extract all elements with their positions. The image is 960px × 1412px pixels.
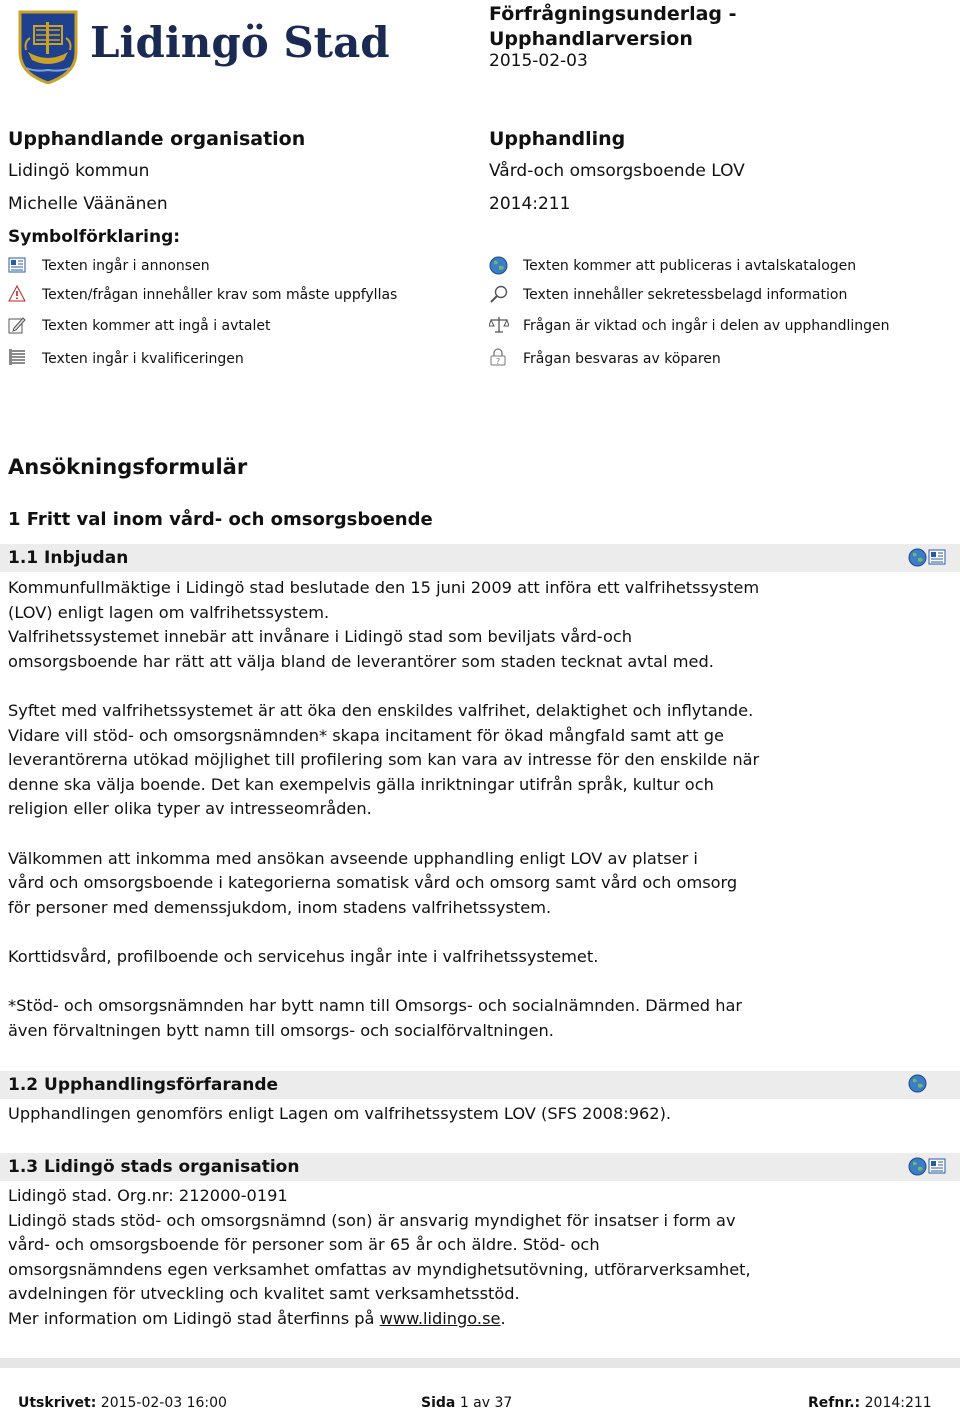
text-line: Korttidsvård, profilboende och servicehus ingår inte i valfrihetssystemet. <box>8 946 599 966</box>
annonsen-icon <box>928 548 946 566</box>
magnifier-icon <box>489 285 509 303</box>
coat-of-arms-icon <box>16 8 80 84</box>
text-line-with-link <box>8 1307 808 1332</box>
text-line: avdelningen för utveckling och kvalitet samt verksamhetsstöd. <box>8 1284 520 1304</box>
section-1-2-body <box>8 1102 808 1127</box>
link-suffix: . <box>500 1308 506 1328</box>
text-line: *Stöd- och omsorgsnämnden har bytt namn till Omsorgs- och socialnämnden. Därmed har <box>8 996 743 1016</box>
text-line: Valfrihetssystemet innebär att invånare i Lidingö stad som beviljats vård-och <box>8 627 633 647</box>
procurement-heading: Upphandling <box>489 128 626 150</box>
svg-text:?: ? <box>495 357 501 366</box>
procurement-ref: 2014:211 <box>489 194 571 214</box>
section-1-heading: 1 Fritt val inom vård- och omsorgsboende <box>8 509 433 530</box>
text-line: Lidingö stads stöd- och omsorgsnämnd (son) är ansvarig myndighet för insatser i form av <box>8 1210 736 1230</box>
text-line: omsorgsnämndens egen verksamhet omfattas av myndighetsutövning, utförarverksamhet, <box>8 1259 751 1279</box>
printed-value: 2015-02-03 16:00 <box>100 1395 227 1411</box>
org-contact: Michelle Väänänen <box>8 194 168 214</box>
text-line: även förvaltningen bytt namn till omsorgs- och socialförvaltningen. <box>8 1020 554 1040</box>
form-heading: Ansökningsformulär <box>8 455 248 479</box>
warning-icon <box>8 285 26 303</box>
legend-text: Texten innehåller sekretessbelagd information <box>523 287 848 303</box>
text-line: Lidingö stad. Org.nr: 212000-0191 <box>8 1186 288 1205</box>
globe-icon <box>908 1074 927 1093</box>
document-date: 2015-02-03 <box>489 51 588 71</box>
text-line: religion eller olika typer av intresseområden. <box>8 799 372 819</box>
section-1-3-bar <box>0 1153 960 1181</box>
scale-icon <box>489 316 509 334</box>
lock-question-icon <box>489 348 507 366</box>
text-line: för personer med demenssjukdom, inom stadens valfrihetssystem. <box>8 897 552 917</box>
legend-text: Texten/frågan innehåller krav som måste uppfyllas <box>42 287 398 303</box>
text-line: omsorgsboende har rätt att välja bland de leverantörer som staden tecknat avtal med. <box>8 651 714 671</box>
ref-value: 2014:211 <box>864 1395 932 1411</box>
text-line: Syftet med valfrihetssystemet är att öka den enskildes valfrihet, delaktighet och inflytande. <box>8 700 754 720</box>
legend-text: Texten ingår i annonsen <box>42 258 210 274</box>
link-prefix: Mer information om Lidingö stad återfinns på <box>8 1308 380 1328</box>
footer-divider <box>0 1358 960 1368</box>
text-line: leverantörerna utökad möjlighet till profilering som kan vara av intresse för den enskilde när <box>8 750 760 770</box>
logo-text: Lidingö Stad <box>90 18 390 67</box>
org-heading: Upphandlande organisation <box>8 128 306 150</box>
document-title <box>489 2 737 52</box>
text-line: Upphandlingen genomförs enligt Lagen om valfrihetssystem LOV (SFS 2008:962). <box>8 1104 672 1123</box>
legend-text: Frågan besvaras av köparen <box>523 351 721 367</box>
pencil-icon <box>8 316 26 334</box>
text-line: Vidare vill stöd- och omsorgsnämnden* skapa incitament för ökad mångfald samt att ge <box>8 725 725 745</box>
ref-label: Refnr.: <box>808 1395 861 1411</box>
globe-icon <box>489 256 508 275</box>
section-1-1-title: 1.1 Inbjudan <box>8 548 129 568</box>
footer-printed <box>18 1395 227 1411</box>
section-1-2-bar <box>0 1071 960 1099</box>
globe-icon <box>908 1157 927 1176</box>
doc-title-line2: Upphandlarversion <box>489 28 693 50</box>
procurement-name: Vård-och omsorgsboende LOV <box>489 161 745 181</box>
text-line: (LOV) enligt lagen om valfrihetssystem. <box>8 602 330 622</box>
org-name: Lidingö kommun <box>8 161 150 181</box>
footer-page <box>421 1395 512 1411</box>
section-1-3-body <box>8 1184 808 1332</box>
legend-text: Texten kommer att publiceras i avtalskatalogen <box>523 258 857 274</box>
printed-label: Utskrivet: <box>18 1395 97 1411</box>
list-icon <box>8 348 26 366</box>
footer-ref <box>808 1395 932 1411</box>
section-1-1-body <box>8 576 808 1043</box>
section-1-2-title: 1.2 Upphandlingsförfarande <box>8 1075 279 1095</box>
globe-icon <box>908 548 927 567</box>
annonsen-icon <box>928 1157 946 1175</box>
text-line: denne ska välja boende. Det kan exempelvis gälla inriktningar utifrån språk, kultur och <box>8 774 714 794</box>
page-label: Sida <box>421 1395 456 1411</box>
section-1-1-bar <box>0 544 960 572</box>
text-line: Kommunfullmäktige i Lidingö stad beslutade den 15 juni 2009 att införa ett valfrihetssystem <box>8 578 760 597</box>
legend-heading: Symbolförklaring: <box>8 227 181 247</box>
lidingo-website-link[interactable]: www.lidingo.se <box>379 1308 501 1328</box>
legend-text: Frågan är viktad och ingår i delen av upphandlingen <box>523 318 890 334</box>
text-line: Välkommen att inkomma med ansökan avseende upphandling enligt LOV av platser i <box>8 848 698 868</box>
text-line: vård och omsorgsboende i kategorierna somatisk vård och omsorg samt vård och omsorg <box>8 873 738 893</box>
page-value: 1 av 37 <box>459 1395 513 1411</box>
legend-text: Texten ingår i kvalificeringen <box>42 351 244 367</box>
section-1-3-title: 1.3 Lidingö stads organisation <box>8 1157 300 1177</box>
doc-title-line1: Förfrågningsunderlag - <box>489 3 737 25</box>
legend-text: Texten kommer att ingå i avtalet <box>42 318 271 334</box>
annonsen-icon <box>8 256 26 274</box>
text-line: vård- och omsorgsboende för personer som är 65 år och äldre. Stöd- och <box>8 1235 600 1255</box>
